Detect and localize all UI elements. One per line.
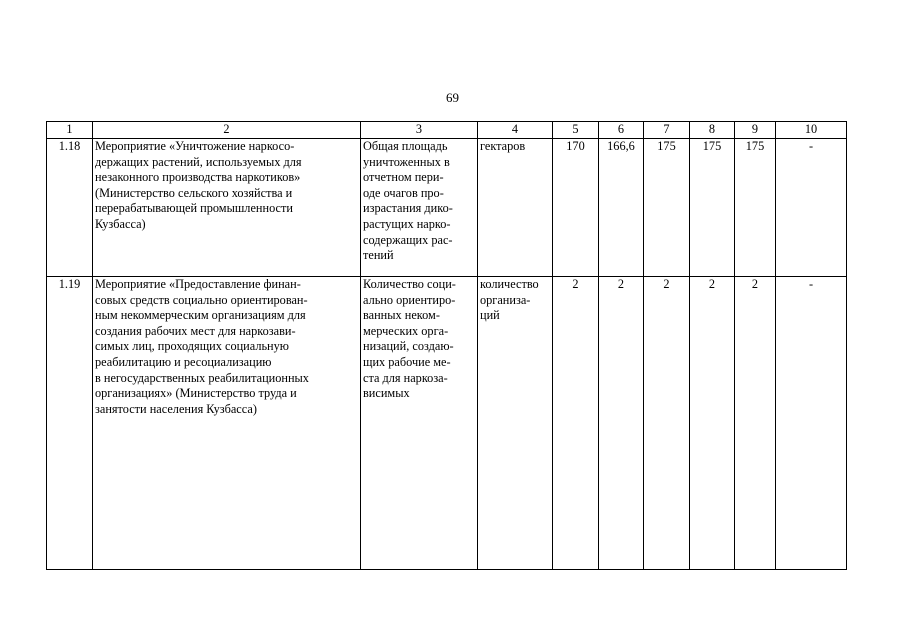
page-number: 69 (446, 90, 459, 105)
value-col-5: 170 (553, 139, 599, 277)
header-col-8: 8 (690, 122, 735, 139)
header-col-2: 2 (93, 122, 361, 139)
indicator-name: Общая площадь уничтоженных в отчетном пери- оде очагов про- израстания дико- растущих нарко- содержащих рас- тений (361, 139, 478, 277)
value-col-7: 175 (644, 139, 690, 277)
unit-of-measure: количество организа- ций (478, 277, 553, 570)
value-col-9: 175 (735, 139, 776, 277)
header-col-6: 6 (599, 122, 644, 139)
header-col-1: 1 (47, 122, 93, 139)
value-col-10: - (776, 139, 847, 277)
unit-of-measure: гектаров (478, 139, 553, 277)
header-col-5: 5 (553, 122, 599, 139)
row-id: 1.19 (47, 277, 93, 570)
indicators-table (46, 121, 847, 570)
value-col-6: 166,6 (599, 139, 644, 277)
header-col-9: 9 (735, 122, 776, 139)
value-col-7: 2 (644, 277, 690, 570)
header-col-7: 7 (644, 122, 690, 139)
value-col-8: 175 (690, 139, 735, 277)
indicator-name: Количество соци- ально ориентиро- ванных неком- мерческих орга- низаций, создаю- щих рабочие ме- ста для наркоза- висимых (361, 277, 478, 570)
value-col-8: 2 (690, 277, 735, 570)
row-id: 1.18 (47, 139, 93, 277)
event-description: Мероприятие «Предоставление финан- совых средств социально ориентирован- ным некоммерческим организациям для создания рабочих мест для наркозави- симых лиц, проходящих социальную реабилитацию и ресоциализацию в негосударственных реабилитационных организациях» (Министерство труда и занятости населения Кузбасса) (93, 277, 361, 570)
event-description: Мероприятие «Уничтожение наркосо- держащих растений, используемых для незаконного производства наркотиков» (Министерство сельского хозяйства и перерабатывающей промышленности Кузбасса) (93, 139, 361, 277)
value-col-5: 2 (553, 277, 599, 570)
table-row (47, 139, 847, 277)
header-col-4: 4 (478, 122, 553, 139)
value-col-6: 2 (599, 277, 644, 570)
value-col-10: - (776, 277, 847, 570)
header-col-3: 3 (361, 122, 478, 139)
value-col-9: 2 (735, 277, 776, 570)
header-row (47, 122, 847, 139)
header-col-10: 10 (776, 122, 847, 139)
table-row (47, 277, 847, 570)
